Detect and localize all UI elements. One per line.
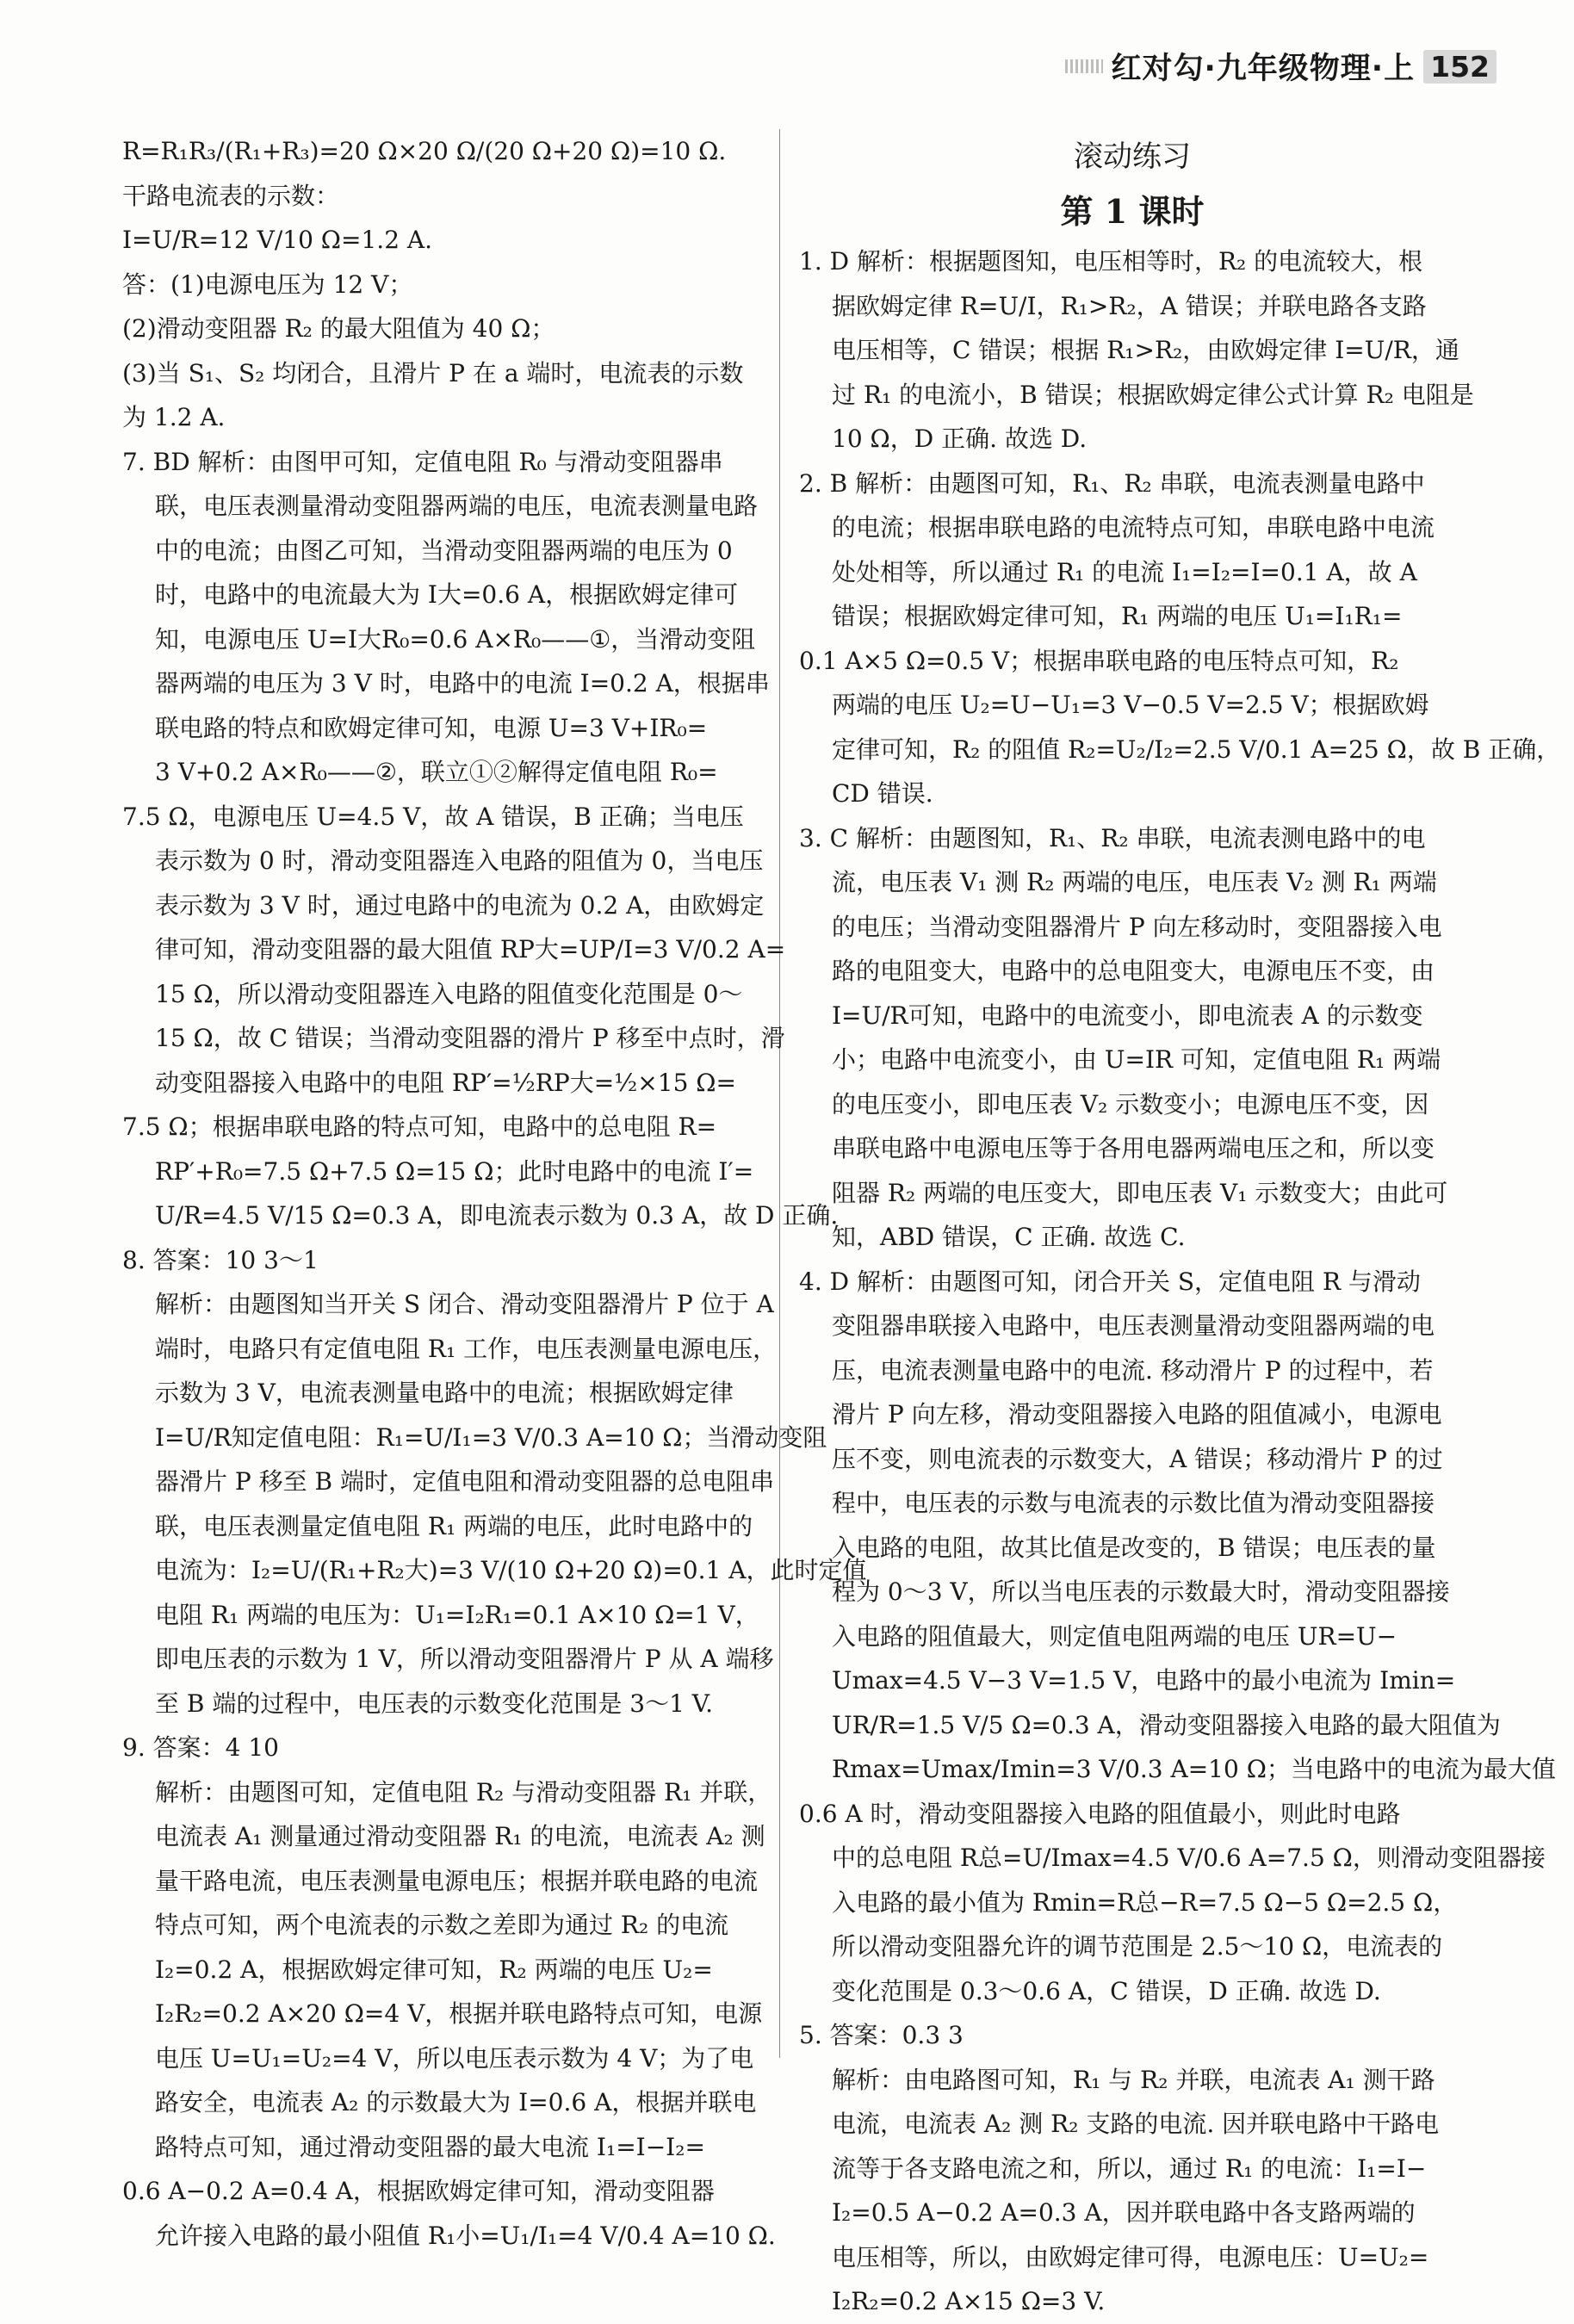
text-line: 9. 答案：4 10 <box>122 1733 279 1762</box>
left-column <box>122 129 867 2258</box>
text-line: 器两端的电压为 3 V 时，电路中的电流 I=0.2 A，根据串 <box>155 669 770 697</box>
text-line: 电流为：I₂=U/(R₁+R₂大)=3 V/(10 Ω+20 Ω)=0.1 A，此时定值 <box>155 1556 867 1584</box>
text-line: U/R=4.5 V/15 Ω=0.3 A，即电流表示数为 0.3 A，故 D 正确. <box>155 1201 839 1230</box>
text-line: 3. C 解析：由题图知，R₁、R₂ 串联，电流表测电路中的电 <box>799 823 1426 852</box>
text-line: 联，电压表测量定值电阻 R₁ 两端的电压，此时电路中的 <box>155 1511 753 1540</box>
text-line: 中的总电阻 R总=U/Imax=4.5 V/0.6 A=7.5 Ω，则滑动变阻器接 <box>832 1844 1546 1872</box>
text-line: 路的电阻变大，电路中的总电阻变大，电源电压不变，由 <box>832 957 1435 985</box>
text-line: 量干路电流，电压表测量电源电压；根据并联电路的电流 <box>155 1866 759 1895</box>
text-line: CD 错误. <box>832 779 933 808</box>
text-line: 至 B 端的过程中，电压表的示数变化范围是 3～1 V. <box>155 1689 714 1718</box>
text-line: 动变阻器接入电路中的电阻 RP′=½RP大=½×15 Ω= <box>155 1068 736 1097</box>
text-line: 电压 U=U₁=U₂=4 V，所以电压表示数为 4 V；为了电 <box>155 2043 754 2073</box>
text-line: 的电压变小，即电压表 V₂ 示数变小；电源电压不变，因 <box>832 1089 1429 1119</box>
text-line: 入电路的最小值为 Rmin=R总−R=7.5 Ω−5 Ω=2.5 Ω， <box>832 1887 1458 1917</box>
text-line: 的电流；根据串联电路的电流特点可知，串联电路中电流 <box>832 513 1435 542</box>
text-line: 5. 答案：0.3 3 <box>799 2021 964 2049</box>
text-line: UR/R=1.5 V/5 Ω=0.3 A，滑动变阻器接入电路的最大阻值为 <box>832 1710 1501 1739</box>
text-line: 7.5 Ω；根据串联电路的特点可知，电路中的总电阻 R= <box>122 1112 717 1141</box>
text-line: 的电压；当滑动变阻器滑片 P 向左移动时，变阻器接入电 <box>832 912 1442 941</box>
right-column-text <box>799 239 1561 2324</box>
text-line: 流等于各支路电流之和，所以，通过 R₁ 的电流：I₁=I− <box>832 2154 1427 2183</box>
text-line: 据欧姆定律 R=U/I，R₁>R₂，A 错误；并联电路各支路 <box>832 291 1427 320</box>
text-line: 电压相等，C 错误；根据 R₁>R₂，由欧姆定律 I=U/R，通 <box>832 336 1459 364</box>
text-line: 程为 0～3 V，所以当电压表的示数最大时，滑动变阻器接 <box>832 1577 1450 1606</box>
page-header <box>1065 45 1497 88</box>
page-number: 152 <box>1423 50 1497 84</box>
text-line: 滑片 P 向左移，滑动变阻器接入电路的阻值减小，电源电 <box>832 1400 1442 1428</box>
text-line: 干路电流表的示数： <box>122 181 340 210</box>
text-line: 串联电路中电源电压等于各用电器两端电压之和，所以变 <box>832 1134 1435 1162</box>
text-line: R=R₁R₃/(R₁+R₃)=20 Ω×20 Ω/(20 Ω+20 Ω)=10 Ω. <box>122 137 727 165</box>
text-line: 2. B 解析：由题图可知，R₁、R₂ 串联，电流表测量电路中 <box>799 468 1425 498</box>
lesson-title: 第 1 课时 <box>1060 192 1205 231</box>
text-line: 所以滑动变阻器允许的调节范围是 2.5～10 Ω，电流表的 <box>832 1932 1443 1961</box>
text-line: 电流，电流表 A₂ 测 R₂ 支路的电流. 因并联电路中干路电 <box>832 2110 1440 2138</box>
text-line: 解析：由题图知当开关 S 闭合、滑动变阻器滑片 P 位于 A <box>155 1290 774 1318</box>
text-line: 程中，电压表的示数与电流表的示数比值为滑动变阻器接 <box>832 1489 1435 1517</box>
text-line: I₂R₂=0.2 A×20 Ω=4 V，根据并联电路特点可知，电源 <box>155 1999 763 2028</box>
text-line: 示数为 3 V，电流表测量电路中的电流；根据欧姆定律 <box>155 1379 734 1407</box>
text-line: 路特点可知，通过滑动变阻器的最大电流 I₁=I−I₂= <box>155 2132 705 2161</box>
text-line: 1. D 解析：根据题图知，电压相等时，R₂ 的电流较大，根 <box>799 247 1423 276</box>
text-line: 知，电源电压 U=I大R₀=0.6 A×R₀——①，当滑动变阻 <box>155 624 756 654</box>
text-line: 联电路的特点和欧姆定律可知，电源 U=3 V+IR₀= <box>155 713 708 742</box>
text-line: 表示数为 0 时，滑动变阻器连入电路的阻值为 0，当电压 <box>155 846 764 875</box>
text-line: 0.6 A−0.2 A=0.4 A，根据欧姆定律可知，滑动变阻器 <box>122 2177 715 2205</box>
text-line: 阻器 R₂ 两端的电压变大，即电压表 V₁ 示数变大；由此可 <box>832 1178 1448 1207</box>
text-line: 解析：由题图可知，定值电阻 R₂ 与滑动变阻器 R₁ 并联， <box>155 1777 772 1807</box>
text-line: 7. BD 解析：由图甲可知，定值电阻 R₀ 与滑动变阻器串 <box>122 447 723 476</box>
text-line: 8. 答案：10 3～1 <box>122 1245 319 1274</box>
text-line: 表示数为 3 V 时，通过电路中的电流为 0.2 A，由欧姆定 <box>155 890 765 920</box>
text-line: 即电压表的示数为 1 V，所以滑动变阻器滑片 P 从 A 端移 <box>155 1645 774 1673</box>
text-line: RP′+R₀=7.5 Ω+7.5 Ω=15 Ω；此时电路中的电流 I′= <box>155 1156 754 1186</box>
text-line: 处处相等，所以通过 R₁ 的电流 I₁=I₂=I=0.1 A，故 A <box>832 557 1417 586</box>
text-line: Umax=4.5 V−3 V=1.5 V，电路中的最小电流为 Imin= <box>832 1666 1456 1695</box>
text-line: 小；电路中电流变小，由 U=IR 可知，定值电阻 R₁ 两端 <box>832 1045 1441 1074</box>
text-line: 解析：由电路图可知，R₁ 与 R₂ 并联，电流表 A₁ 测干路 <box>832 2065 1435 2094</box>
text-line: 端时，电路只有定值电阻 R₁ 工作，电压表测量电源电压， <box>155 1334 778 1363</box>
text-line: 律可知，滑动变阻器的最大阻值 RP大=UP/I=3 V/0.2 A= <box>155 935 786 964</box>
text-line: 时，电路中的电流最大为 I大=0.6 A，根据欧姆定律可 <box>155 580 739 609</box>
text-line: 4. D 解析：由题图可知，闭合开关 S，定值电阻 R 与滑动 <box>799 1267 1421 1296</box>
text-line: 变阻器串联接入电路中，电压表测量滑动变阻器两端的电 <box>832 1311 1435 1340</box>
text-line: 变化范围是 0.3～0.6 A，C 错误，D 正确. 故选 D. <box>832 1976 1381 2005</box>
text-line: 入电路的电阻，故其比值是改变的，B 错误；电压表的量 <box>832 1533 1436 1562</box>
text-line: 中的电流；由图乙可知，当滑动变阻器两端的电压为 0 <box>155 536 733 565</box>
text-line: 答：(1)电源电压为 12 V； <box>122 270 413 299</box>
text-line: I₂R₂=0.2 A×15 Ω=3 V. <box>832 2287 1106 2315</box>
text-line: 7.5 Ω，电源电压 U=4.5 V，故 A 错误，B 正确；当电压 <box>122 802 744 831</box>
text-line: 特点可知，两个电流表的示数之差即为通过 R₂ 的电流 <box>155 1911 729 1939</box>
text-line: 流，电压表 V₁ 测 R₂ 两端的电压，电压表 V₂ 测 R₁ 两端 <box>832 868 1437 896</box>
text-line: 联，电压表测量滑动变阻器两端的电压，电流表测量电路 <box>155 492 759 520</box>
text-line: 15 Ω，故 C 错误；当滑动变阻器的滑片 P 移至中点时，滑 <box>155 1024 785 1052</box>
text-line: 入电路的阻值最大，则定值电阻两端的电压 UR=U− <box>832 1621 1397 1651</box>
text-line: 过 R₁ 的电流小，B 错误；根据欧姆定律公式计算 R₂ 电阻是 <box>832 380 1474 409</box>
text-line: 允许接入电路的最小阻值 R₁小=U₁/I₁=4 V/0.4 A=10 Ω. <box>155 2221 776 2250</box>
text-line: 0.6 A 时，滑动变阻器接入电路的阻值最小，则此时电路 <box>799 1799 1401 1828</box>
text-line: 知，ABD 错误，C 正确. 故选 C. <box>832 1223 1186 1251</box>
column-divider <box>779 129 780 2058</box>
text-line: (3)当 S₁、S₂ 均闭合，且滑片 P 在 a 端时，电流表的示数 <box>122 358 744 387</box>
text-line: 0.1 A×5 Ω=0.5 V；根据串联电路的电压特点可知，R₂ <box>799 646 1399 675</box>
header-decoration-icon <box>1065 59 1103 73</box>
text-line: 为 1.2 A. <box>122 403 226 431</box>
text-line: 10 Ω，D 正确. 故选 D. <box>832 425 1088 453</box>
text-line: 压，电流表测量电路中的电流. 移动滑片 P 的过程中，若 <box>832 1355 1434 1385</box>
text-line: Rmax=Umax/Imin=3 V/0.3 A=10 Ω；当电路中的电流为最大值 <box>832 1755 1556 1783</box>
text-line: 电流表 A₁ 测量通过滑动变阻器 R₁ 的电流，电流表 A₂ 测 <box>155 1822 765 1850</box>
right-column <box>799 129 1561 2324</box>
text-line: 错误；根据欧姆定律可知，R₁ 两端的电压 U₁=I₁R₁= <box>832 602 1403 630</box>
text-line: I=U/R可知，电路中的电流变小，即电流表 A 的示数变 <box>832 1001 1423 1030</box>
text-line: 压不变，则电流表的示数变大，A 错误；移动滑片 P 的过 <box>832 1444 1443 1473</box>
text-line: 路安全，电流表 A₂ 的示数最大为 I=0.6 A，根据并联电 <box>155 2088 757 2116</box>
text-line: 电压相等，所以，由欧姆定律可得，电源电压：U=U₂= <box>832 2242 1429 2271</box>
text-line: 器滑片 P 移至 B 端时，定值电阻和滑动变阻器的总电阻串 <box>155 1467 775 1496</box>
text-line: I₂=0.2 A，根据欧姆定律可知，R₂ 两端的电压 U₂= <box>155 1955 713 1984</box>
text-line: 15 Ω，所以滑动变阻器连入电路的阻值变化范围是 0～ <box>155 979 743 1008</box>
text-line: (2)滑动变阻器 R₂ 的最大阻值为 40 Ω； <box>122 314 555 343</box>
text-line: I₂=0.5 A−0.2 A=0.3 A，因并联电路中各支路两端的 <box>832 2198 1416 2227</box>
text-line: I=U/R知定值电阻：R₁=U/I₁=3 V/0.3 A=10 Ω；当滑动变阻 <box>155 1422 827 1452</box>
text-line: 两端的电压 U₂=U−U₁=3 V−0.5 V=2.5 V；根据欧姆 <box>832 691 1429 719</box>
text-line: 3 V+0.2 A×R₀——②，联立①②解得定值电阻 R₀= <box>155 758 718 786</box>
section-title: 滚动练习 <box>1074 139 1191 174</box>
text-line: 电阻 R₁ 两端的电压为：U₁=I₂R₁=0.1 A×10 Ω=1 V， <box>155 1600 759 1629</box>
text-line: I=U/R=12 V/10 Ω=1.2 A. <box>122 226 433 254</box>
text-line: 定律可知，R₂ 的阻值 R₂=U₂/I₂=2.5 V/0.1 A=25 Ω，故 B 正确， <box>832 734 1561 764</box>
book-title: 红对勾·九年级物理·上 <box>1111 52 1416 86</box>
